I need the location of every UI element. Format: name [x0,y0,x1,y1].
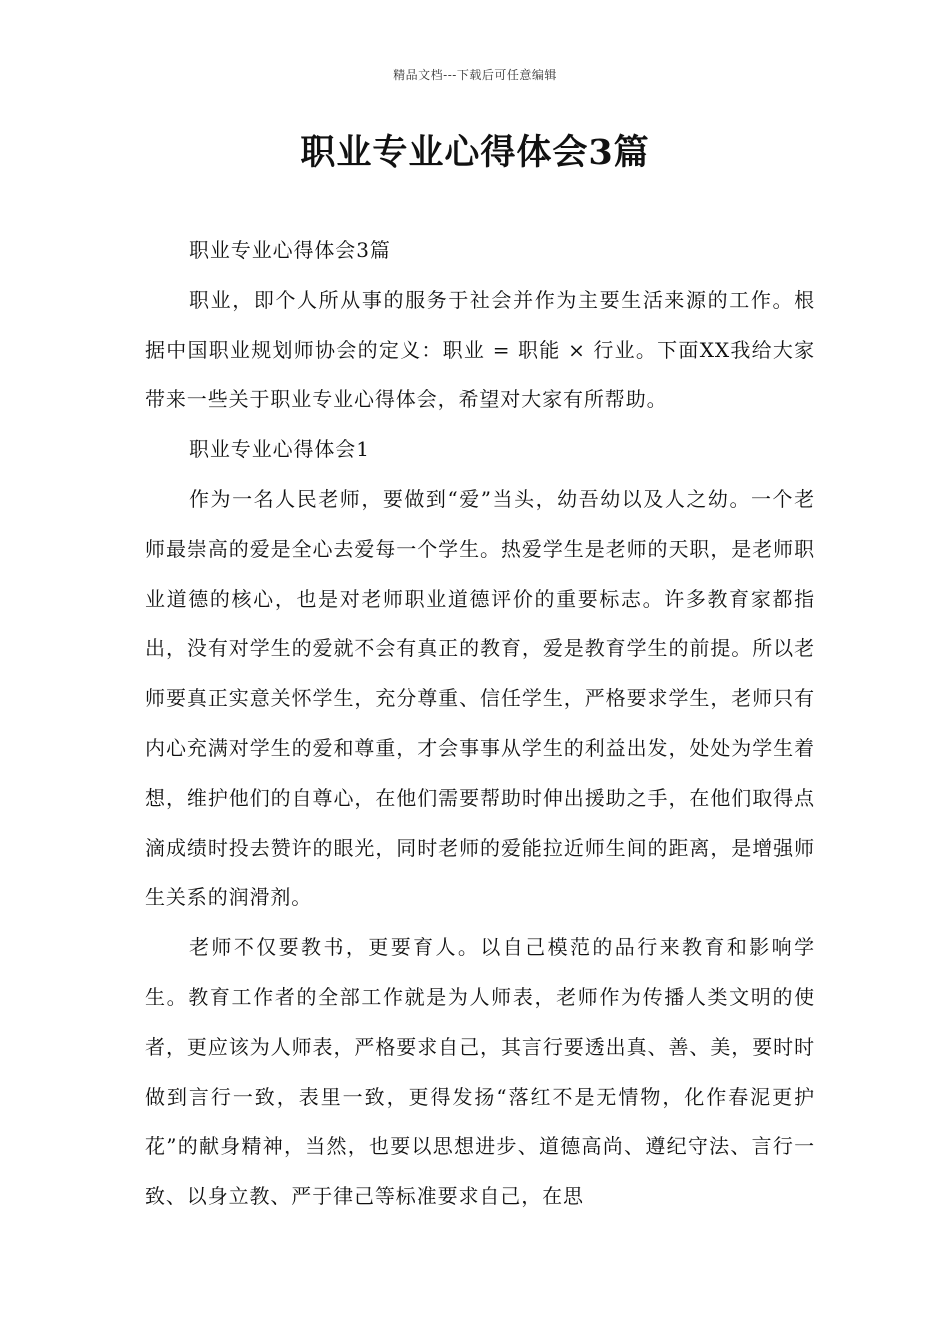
subtitle-paragraph: 职业专业心得体会3篇 [189,238,391,262]
body-paragraph-2: 老师不仅要教书，更要育人。以自己模范的品行来教育和影响学生。教育工作者的全部工作就是为人师表，老师作为传播人类文明的使者，更应该为人师表，严格要求自己，其言行要透出真、善、美，要时时做到言行一致，表里一致，更得发扬“落红不是无情物，化作春泥更护花”的献身精神，当然，也要以思想进步、道德高尚、遵纪守法、言行一致、以身立教、严于律己等标准要求自己，在思 [145,935,815,1209]
document-title: 职业专业心得体会3篇 [300,132,650,173]
intro-paragraph: 职业，即个人所从事的服务于社会并作为主要生活来源的工作。根据中国职业规划师协会的定义：职业 = 职能 × 行业。下面XX我给大家带来一些关于职业专业心得体会，希望对大家有所帮助。 [145,287,815,412]
section-heading-1: 职业专业心得体会1 [189,437,370,462]
body-paragraph-1: 作为一名人民老师，要做到“爱”当头，幼吾幼以及人之幼。一个老师最崇高的爱是全心去爱每一个学生。热爱学生是老师的天职，是老师职业道德的核心，也是对老师职业道德评价的重要标志。许多教育家都指出，没有对学生的爱就不会有真正的教育，爱是教育学生的前提。所以老师要真正实意关怀学生，充分尊重、信任学生，严格要求学生，老师只有内心充满对学生的爱和尊重，才会事事从学生的利益出发，处处为学生着想，维护他们的自尊心，在他们需要帮助时伸出援助之手，在他们取得点滴成绩时投去赞许的眼光，同时老师的爱能拉近师生间的距离，是增强师生关系的润滑剂。 [145,486,815,910]
document-body [145,226,815,1222]
header-note: 精品文档---下载后可任意编辑 [393,68,557,82]
